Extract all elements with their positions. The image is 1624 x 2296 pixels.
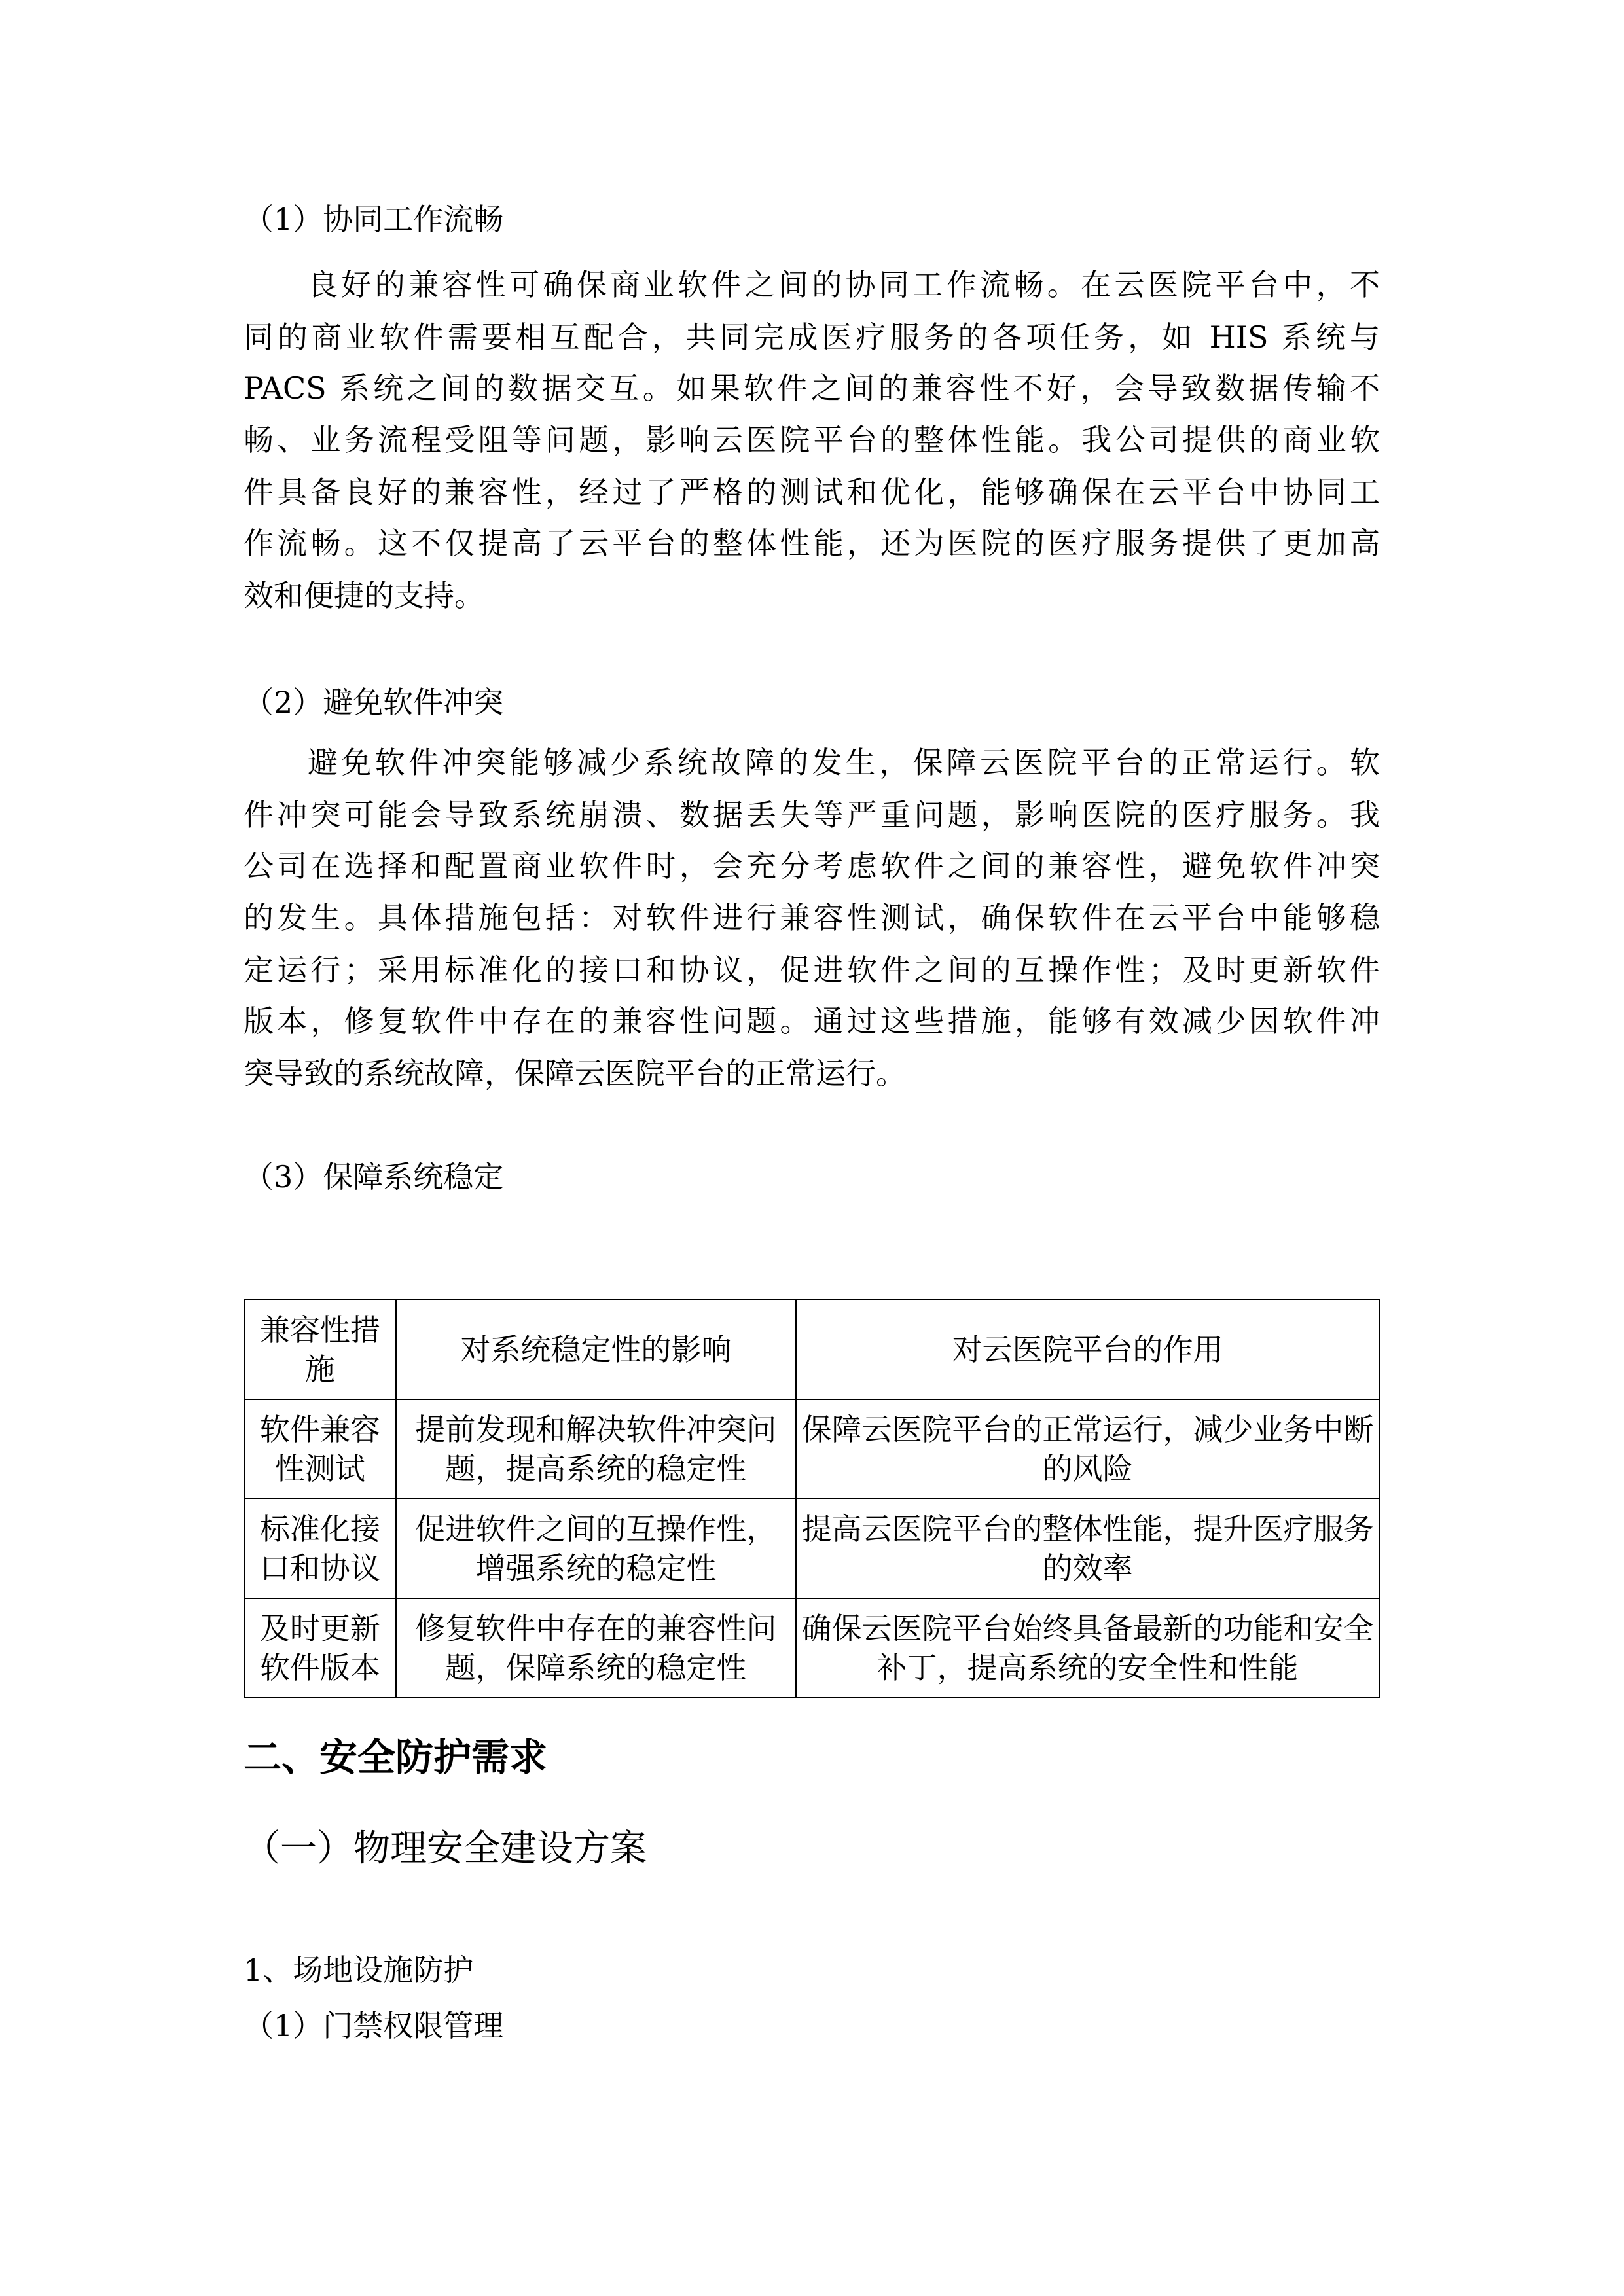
paragraph-line: 的发生。具体措施包括：对软件进行兼容性测试，确保软件在云平台中能够稳	[244, 900, 1380, 935]
table-cell: 促进软件之间的互操作性，增强系统的稳定性	[396, 1499, 796, 1598]
paragraph-line: 同的商业软件需要相互配合，共同完成医疗服务的各项任务，如 HIS 系统与	[244, 319, 1380, 355]
paragraph-line: 良好的兼容性可确保商业软件之间的协同工作流畅。在云医院平台中，不	[308, 267, 1380, 302]
table-cell: 确保云医院平台始终具备最新的功能和安全补丁，提高系统的安全性和性能	[796, 1598, 1379, 1698]
paragraph-line: 定运行；采用标准化的接口和协议，促进软件之间的互操作性；及时更新软件	[244, 952, 1380, 988]
table-header-cell: 对云医院平台的作用	[796, 1300, 1379, 1399]
subheading-system-stability: （3）保障系统稳定	[244, 1159, 504, 1194]
compatibility-table	[244, 1299, 1380, 1698]
paragraph-line: 效和便捷的支持。	[244, 578, 484, 613]
table-row	[244, 1399, 1379, 1499]
subheading-avoid-conflict: （2）避免软件冲突	[244, 685, 504, 720]
paragraph-line: 件具备良好的兼容性，经过了严格的测试和优化，能够确保在云平台中协同工	[244, 475, 1380, 510]
paragraph-line: 版本，修复软件中存在的兼容性问题。通过这些措施，能够有效减少因软件冲	[244, 1003, 1380, 1039]
table-cell: 提前发现和解决软件冲突问题，提高系统的稳定性	[396, 1399, 796, 1499]
table-row	[244, 1598, 1379, 1698]
subheading-collaboration: （1）协同工作流畅	[244, 202, 504, 237]
table-cell: 提高云医院平台的整体性能，提升医疗服务的效率	[796, 1499, 1379, 1598]
table-cell: 标准化接口和协议	[244, 1499, 396, 1598]
item-heading: 1、场地设施防护	[244, 1952, 474, 1988]
table-header-cell: 兼容性措施	[244, 1300, 396, 1399]
table-header-cell: 对系统稳定性的影响	[396, 1300, 796, 1399]
table-cell: 修复软件中存在的兼容性问题，保障系统的稳定性	[396, 1598, 796, 1698]
paragraph-line: 突导致的系统故障，保障云医院平台的正常运行。	[244, 1056, 906, 1091]
section-heading: （一）物理安全建设方案	[244, 1827, 647, 1870]
paragraph-line: 件冲突可能会导致系统崩溃、数据丢失等严重问题，影响医院的医疗服务。我	[244, 797, 1380, 833]
paragraph-line: 作流畅。这不仅提高了云平台的整体性能，还为医院的医疗服务提供了更加高	[244, 526, 1380, 561]
paragraph-line: 公司在选择和配置商业软件时，会充分考虑软件之间的兼容性，避免软件冲突	[244, 848, 1380, 884]
chapter-heading: 二、安全防护需求	[244, 1735, 548, 1780]
table-row	[244, 1499, 1379, 1598]
table-header-row	[244, 1300, 1379, 1399]
table-cell: 及时更新软件版本	[244, 1598, 396, 1698]
table-cell: 软件兼容性测试	[244, 1399, 396, 1499]
paragraph-line: PACS 系统之间的数据交互。如果软件之间的兼容性不好，会导致数据传输不	[244, 370, 1380, 406]
paragraph-line: 避免软件冲突能够减少系统故障的发生，保障云医院平台的正常运行。软	[308, 745, 1380, 780]
table-cell: 保障云医院平台的正常运行，减少业务中断的风险	[796, 1399, 1379, 1499]
subitem-heading: （1）门禁权限管理	[244, 2008, 504, 2043]
paragraph-line: 畅、业务流程受阻等问题，影响云医院平台的整体性能。我公司提供的商业软	[244, 422, 1380, 457]
